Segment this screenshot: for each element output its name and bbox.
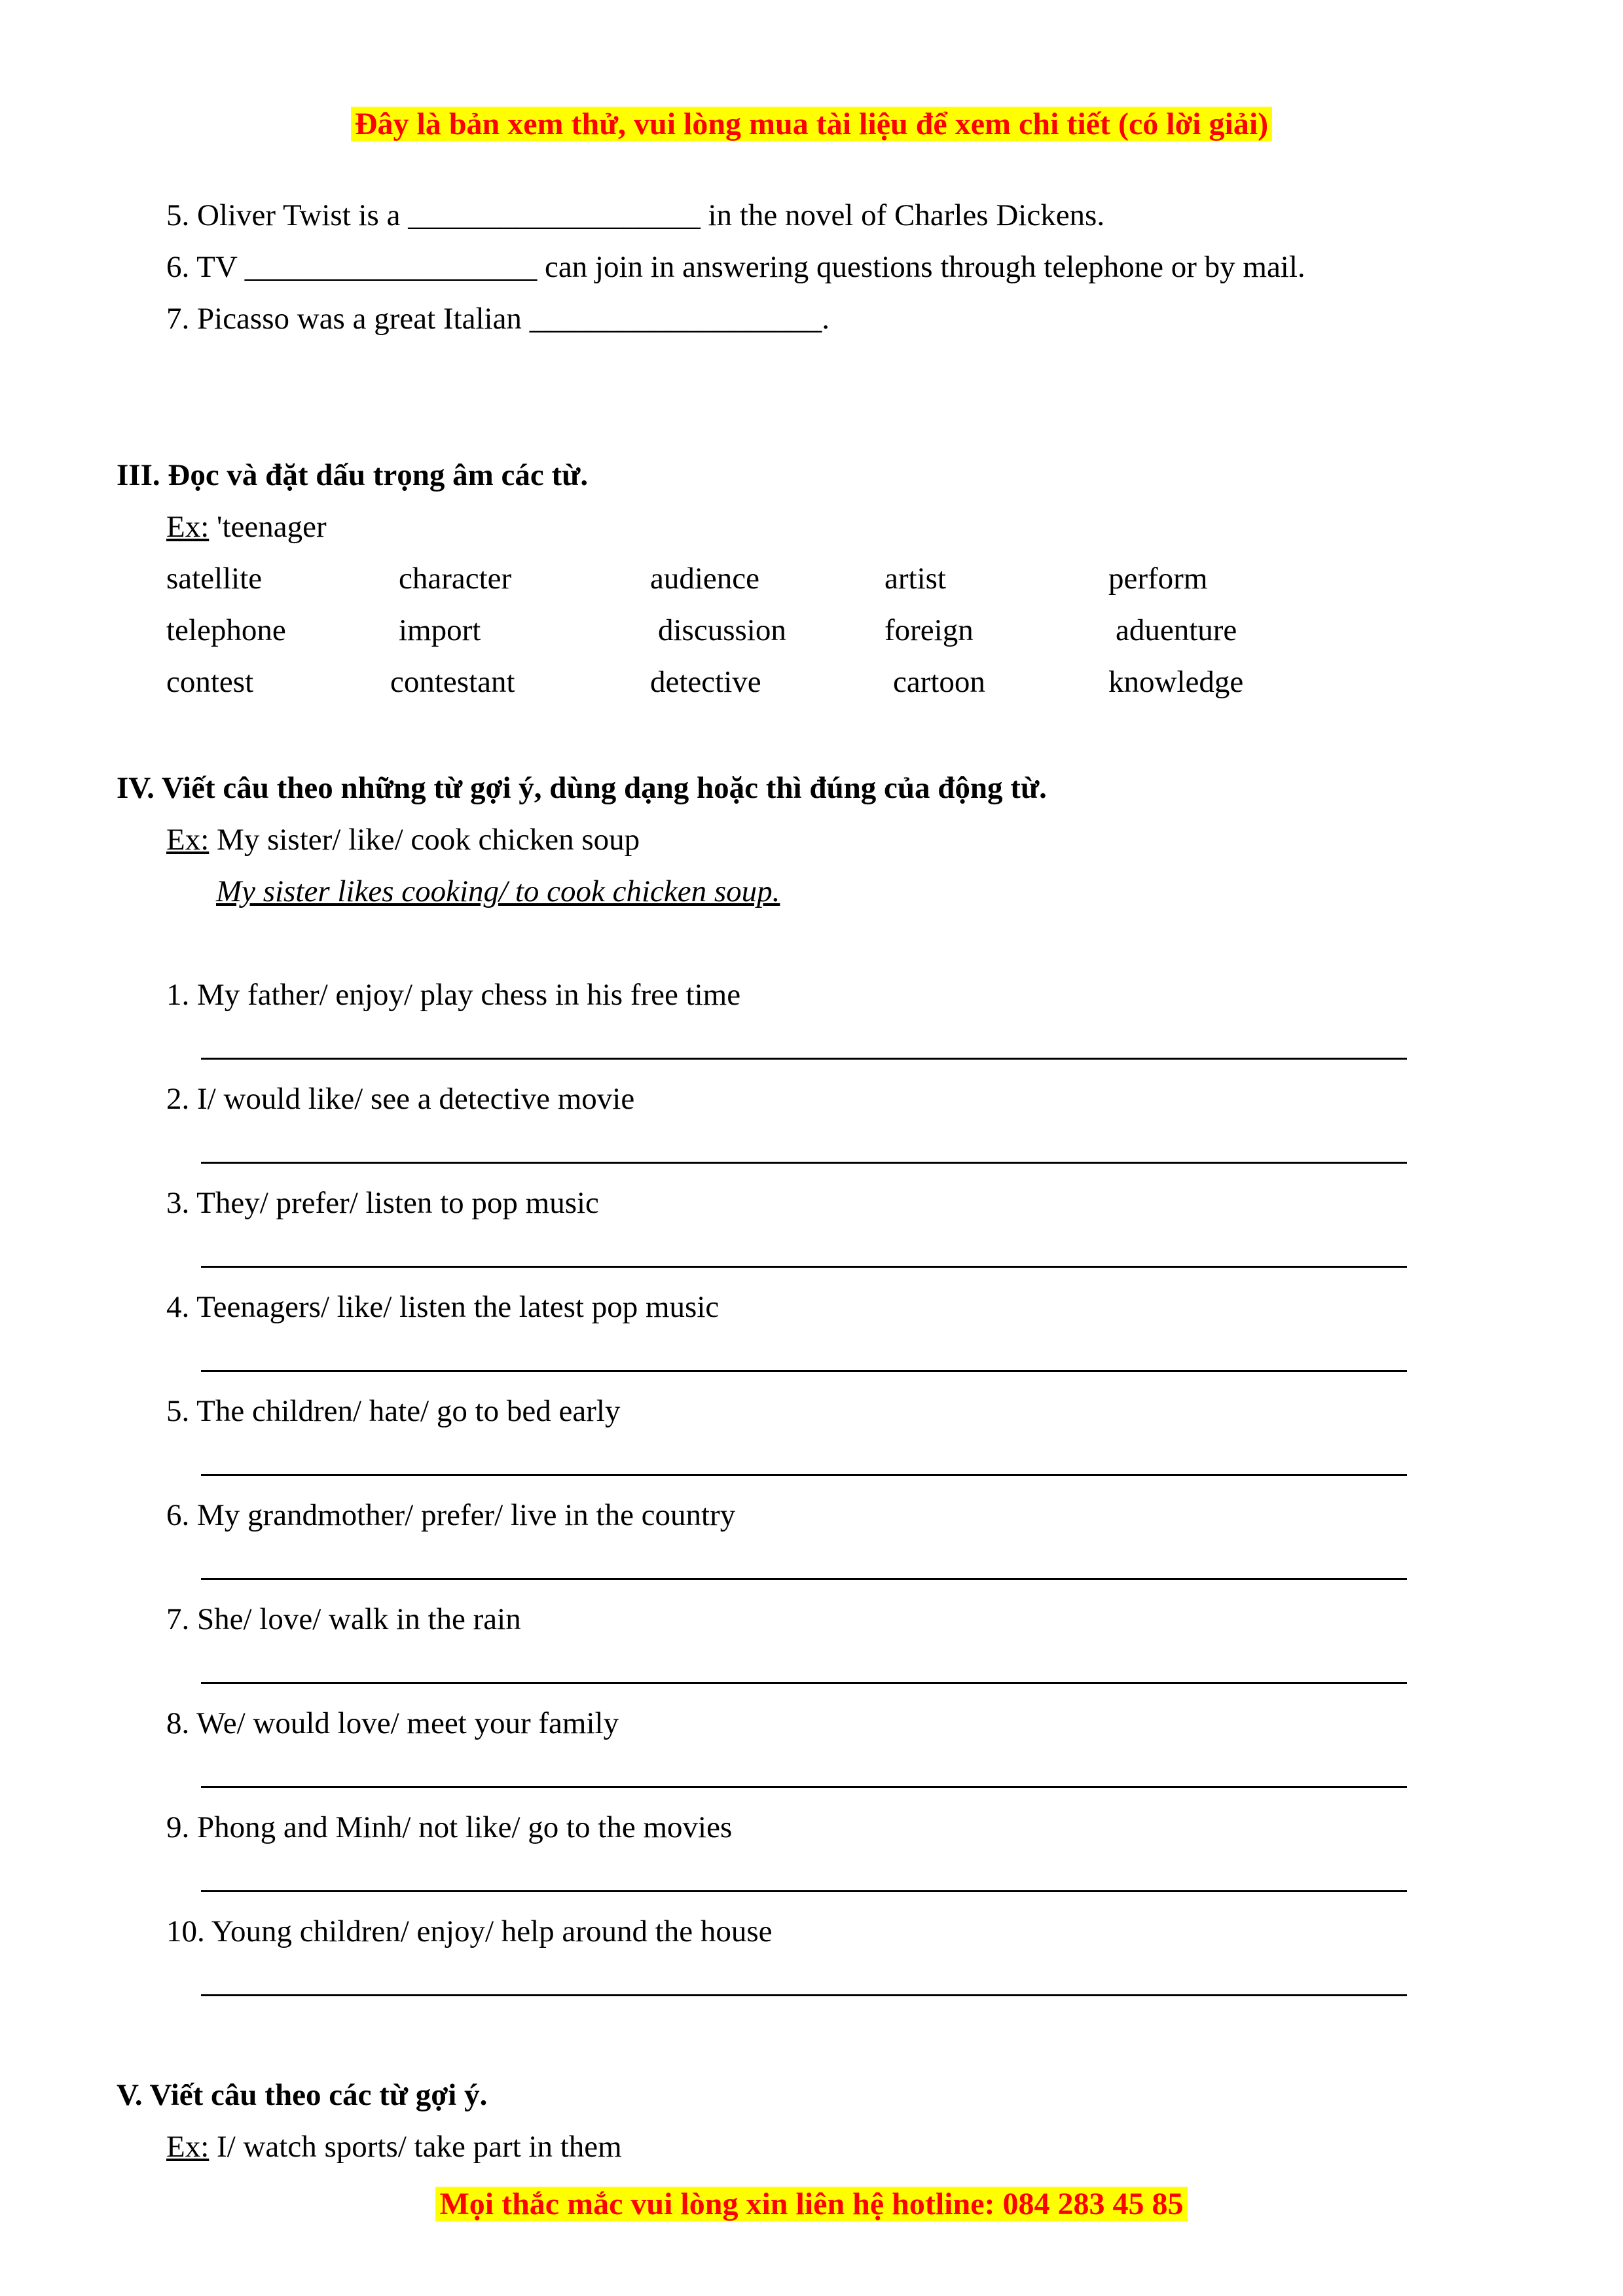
stress-word: foreign	[884, 613, 974, 647]
sentence-prompt: 3. They/ prefer/ listen to pop music	[166, 1186, 599, 1220]
fill-in-blank[interactable]: ___________________	[408, 198, 701, 232]
stress-word: audience	[650, 562, 760, 596]
preview-notice-text: Đây là bản xem thử, vui lòng mua tài liệu để xem chi tiết (có lời giải)	[351, 107, 1272, 141]
stress-word: aduenture	[1116, 613, 1237, 647]
fill-in-blank[interactable]: ___________________	[529, 302, 822, 336]
answer-line[interactable]	[201, 1058, 1407, 1060]
section-3-heading: III. Đọc và đặt dấu trọng âm các từ.	[117, 458, 589, 492]
section-4-example	[166, 825, 640, 855]
fill-in-item-7	[166, 304, 830, 334]
stress-word: import	[399, 613, 481, 647]
section-5-example	[166, 2132, 622, 2162]
section-3-example	[166, 512, 327, 543]
sentence-prompt: 1. My father/ enjoy/ play chess in his free time	[166, 978, 741, 1012]
fill-in-item-5	[166, 200, 1104, 231]
example-text: 'teenager	[209, 510, 327, 544]
fill-in-text: 7. Picasso was a great Italian	[166, 302, 530, 336]
answer-line[interactable]	[201, 1266, 1407, 1268]
section-4-heading: IV. Viết câu theo những từ gợi ý, dùng dạng hoặc thì đúng của động từ.	[117, 771, 1047, 805]
answer-line[interactable]	[201, 1786, 1407, 1788]
sentence-prompt: 8. We/ would love/ meet your family	[166, 1706, 619, 1740]
sentence-prompt: 9. Phong and Minh/ not like/ go to the movies	[166, 1810, 733, 1844]
fill-in-text: 5. Oliver Twist is a	[166, 198, 409, 232]
sentence-prompt: 6. My grandmother/ prefer/ live in the country	[166, 1498, 736, 1532]
answer-line[interactable]	[201, 1682, 1407, 1684]
example-answer: My sister likes cooking/ to cook chicken soup.	[216, 874, 780, 908]
stress-word: contest	[166, 665, 254, 699]
stress-word: cartoon	[893, 665, 985, 699]
example-text: I/ watch sports/ take part in them	[209, 2130, 622, 2164]
answer-line[interactable]	[201, 1370, 1407, 1372]
fill-in-text: .	[822, 302, 830, 336]
example-label: Ex:	[166, 2130, 210, 2164]
fill-in-blank[interactable]: ___________________	[244, 250, 538, 284]
stress-word: perform	[1108, 562, 1208, 596]
preview-notice-banner	[0, 106, 1623, 142]
stress-word: knowledge	[1108, 665, 1244, 699]
stress-word: telephone	[166, 613, 286, 647]
example-label: Ex:	[166, 823, 210, 857]
answer-line[interactable]	[201, 1994, 1407, 1996]
example-label: Ex:	[166, 510, 210, 544]
sentence-prompt: 5. The children/ hate/ go to bed early	[166, 1394, 621, 1428]
stress-word: detective	[650, 665, 761, 699]
stress-word: artist	[884, 562, 946, 596]
stress-word: discussion	[658, 613, 786, 647]
fill-in-text: 6. TV	[166, 250, 245, 284]
stress-word: satellite	[166, 562, 263, 596]
answer-line[interactable]	[201, 1578, 1407, 1580]
sentence-prompt: 10. Young children/ enjoy/ help around the house	[166, 1914, 773, 1948]
hotline-notice-banner	[0, 2186, 1623, 2222]
section-5-heading: V. Viết câu theo các từ gợi ý.	[117, 2078, 488, 2112]
answer-line[interactable]	[201, 1474, 1407, 1476]
sentence-prompt: 7. She/ love/ walk in the rain	[166, 1602, 521, 1636]
example-text: My sister/ like/ cook chicken soup	[209, 823, 640, 857]
hotline-notice-text: Mọi thắc mắc vui lòng xin liên hệ hotline: 084 283 45 85	[435, 2187, 1187, 2221]
fill-in-item-6	[166, 252, 1305, 283]
sentence-prompt: 2. I/ would like/ see a detective movie	[166, 1082, 635, 1116]
stress-word: character	[399, 562, 512, 596]
sentence-prompt: 4. Teenagers/ like/ listen the latest pop music	[166, 1290, 720, 1324]
answer-line[interactable]	[201, 1162, 1407, 1164]
stress-word: contestant	[390, 665, 515, 699]
fill-in-text: in the novel of Charles Dickens.	[700, 198, 1105, 232]
fill-in-text: can join in answering questions through telephone or by mail.	[537, 250, 1305, 284]
answer-line[interactable]	[201, 1890, 1407, 1892]
